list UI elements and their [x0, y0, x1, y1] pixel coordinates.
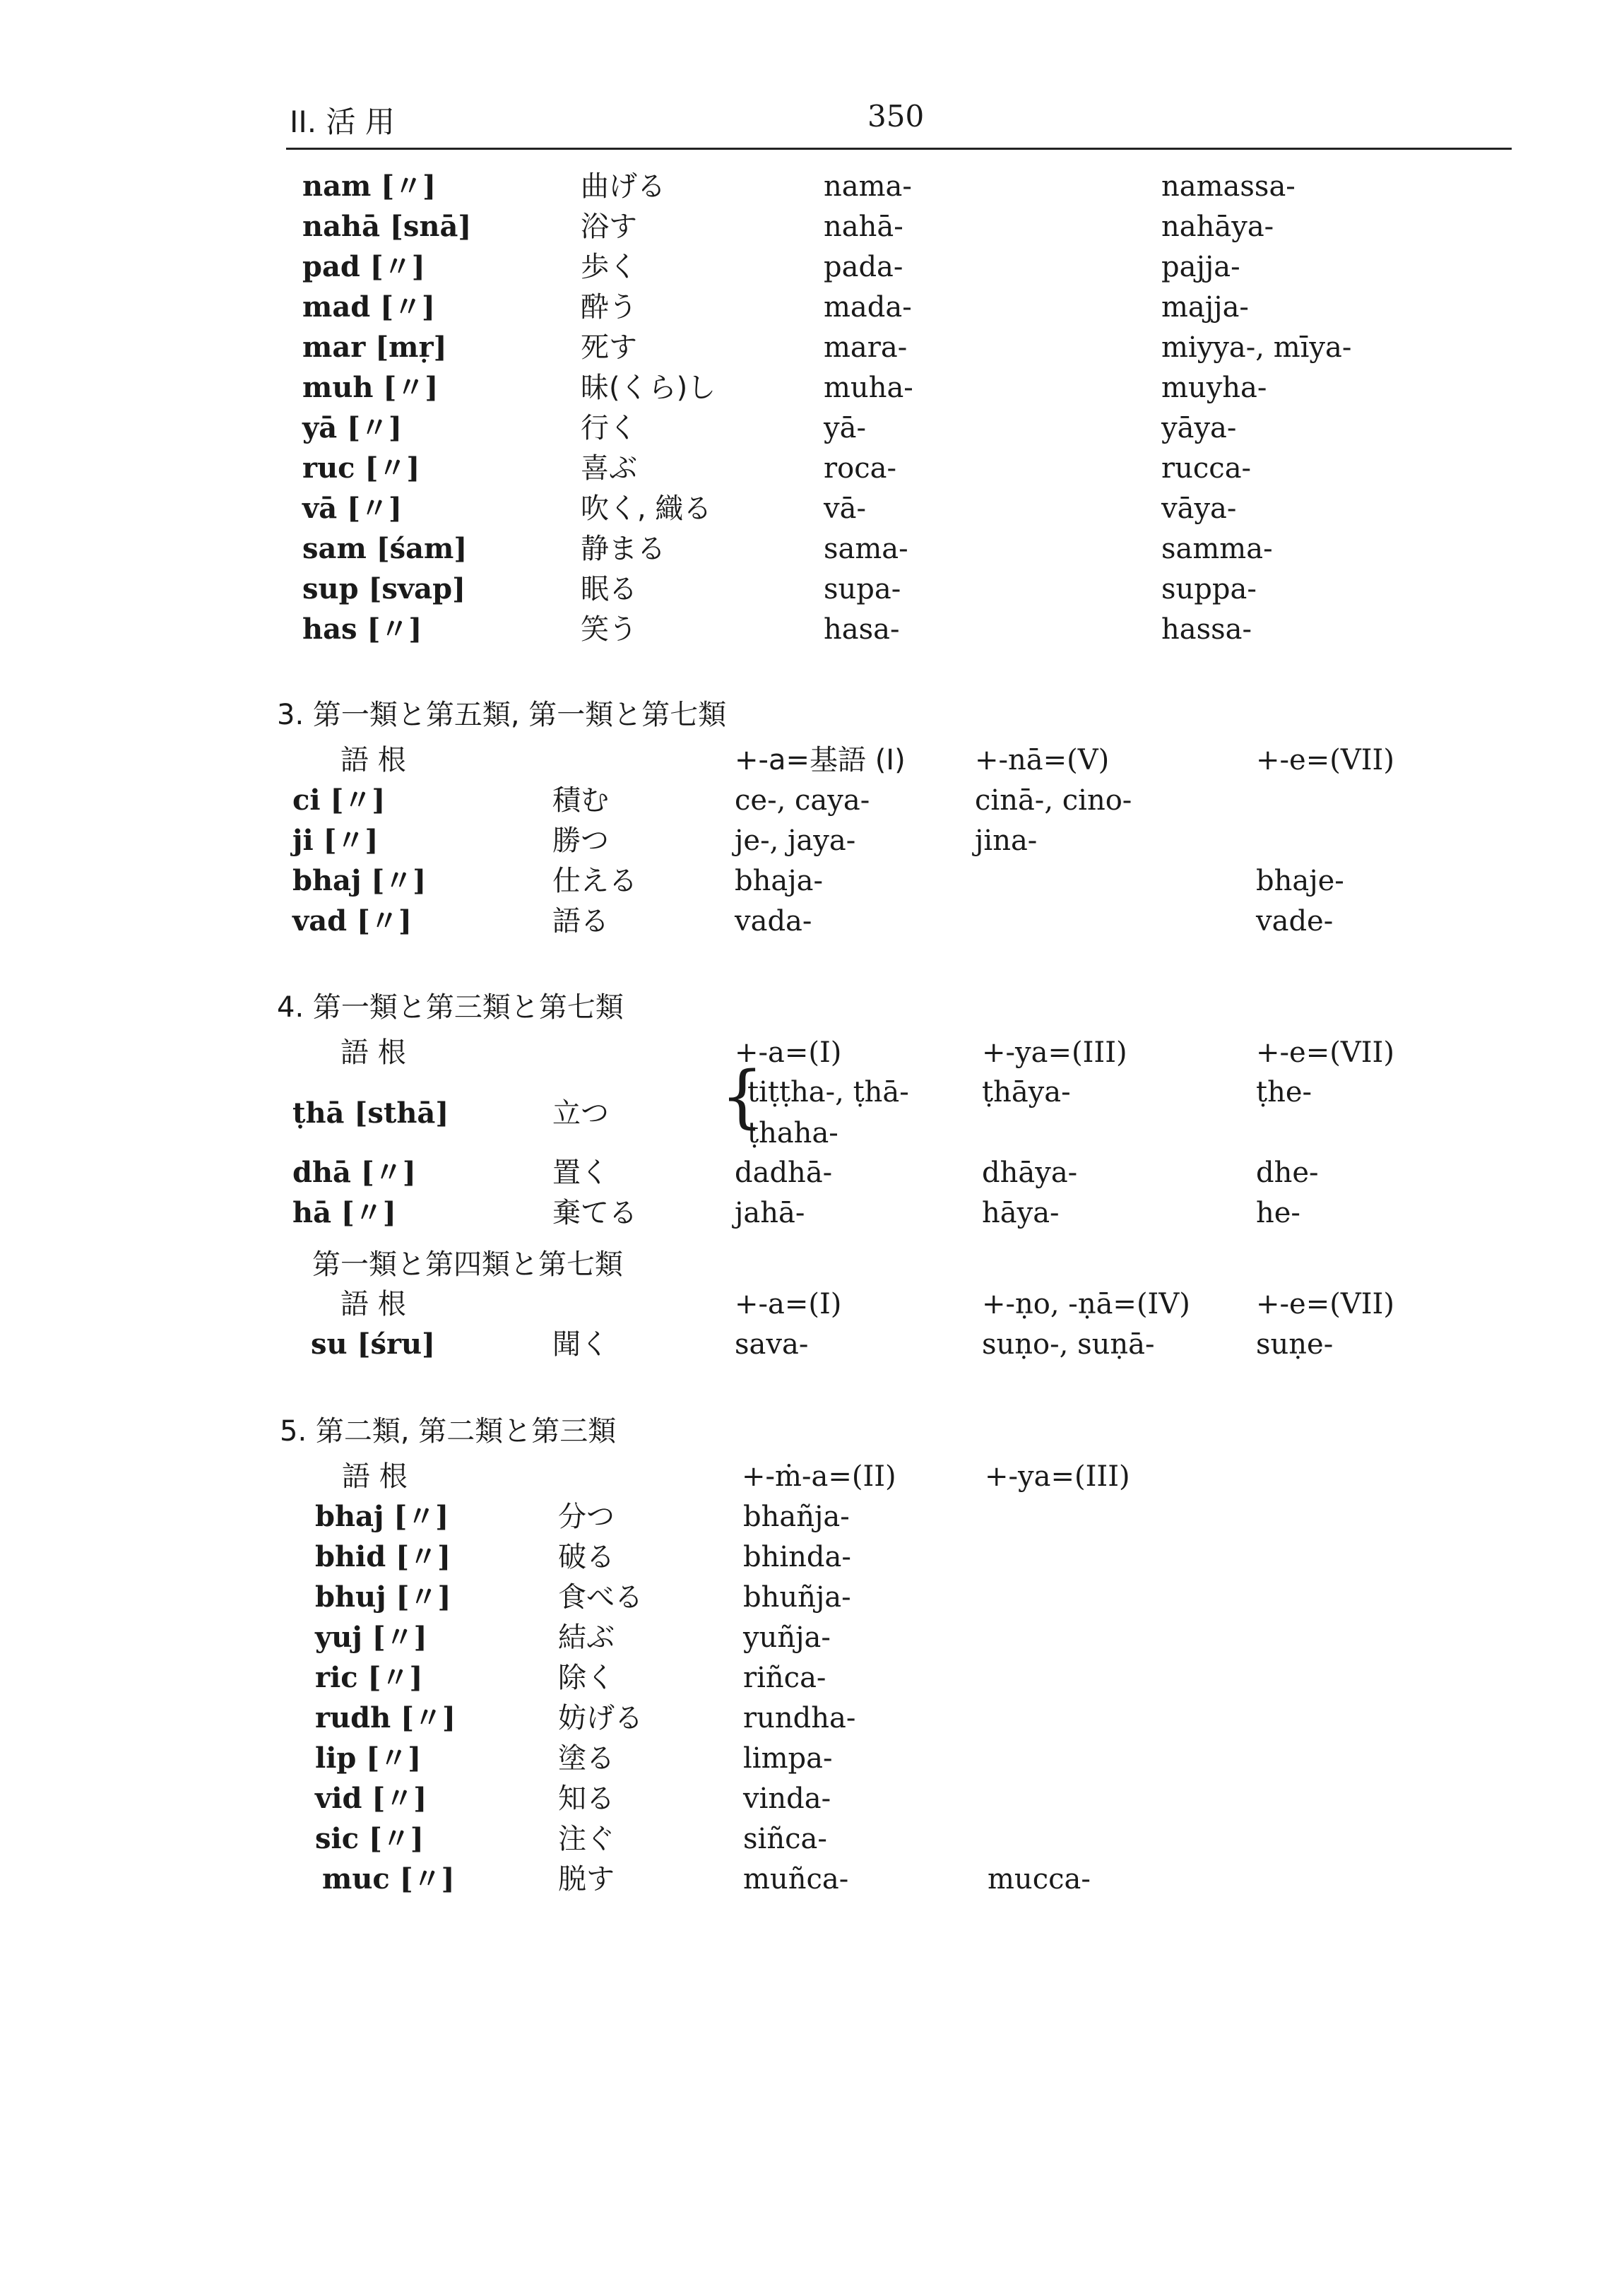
- form: siñca-: [743, 1823, 827, 1855]
- form-a: roca-: [824, 452, 896, 485]
- column-header: +-e=(VII): [1256, 1036, 1394, 1069]
- meaning: 喜ぶ: [581, 452, 637, 485]
- form-b: hassa-: [1161, 613, 1252, 646]
- form: mucca-: [988, 1863, 1091, 1896]
- root-word: sic [〃]: [315, 1822, 424, 1855]
- meaning: 仕える: [552, 865, 637, 897]
- form: vada-: [735, 905, 812, 938]
- root-word: ric [〃]: [315, 1661, 423, 1694]
- root-word: muc [〃]: [322, 1862, 455, 1896]
- form: dhāya-: [982, 1157, 1078, 1189]
- meaning: 注ぐ: [558, 1823, 615, 1855]
- root-word: vid [〃]: [315, 1782, 427, 1815]
- form-a: mara-: [824, 331, 908, 364]
- root-word: ruc [〃]: [302, 451, 420, 485]
- column-header: +-e=(VII): [1256, 1288, 1394, 1320]
- root-word: sup [svap]: [302, 572, 466, 605]
- form: hāya-: [982, 1197, 1060, 1229]
- form-b: yāya-: [1161, 412, 1237, 444]
- column-header-root: 語 根: [342, 1460, 408, 1493]
- form: ṭhe-: [1256, 1076, 1312, 1108]
- meaning: 知る: [558, 1782, 615, 1815]
- column-header: +-a=(I): [735, 1288, 842, 1320]
- root-word: yā [〃]: [302, 411, 402, 444]
- form-b: muyha-: [1161, 372, 1267, 404]
- root-word: muh [〃]: [302, 371, 439, 404]
- root-word: sam [śam]: [302, 532, 468, 565]
- meaning: 歩く: [581, 251, 637, 283]
- column-header: +-nā=(V): [975, 744, 1110, 776]
- meaning: 聞く: [552, 1328, 609, 1361]
- root-word: ci [〃]: [292, 784, 386, 817]
- form: bhuñja-: [743, 1581, 851, 1614]
- root-word: nahā [snā]: [302, 210, 472, 243]
- form-b: nahāya-: [1161, 211, 1274, 243]
- meaning: 脱す: [558, 1863, 615, 1896]
- column-header: +-ṁ-a=(II): [742, 1460, 896, 1493]
- meaning: 曲げる: [581, 170, 665, 203]
- form-b: suppa-: [1161, 573, 1257, 605]
- form: ce-, caya-: [735, 784, 870, 817]
- form: limpa-: [743, 1742, 833, 1775]
- meaning: 吹く, 織る: [581, 492, 712, 525]
- meaning: 立つ: [552, 1097, 609, 1130]
- column-header: +-ya=(III): [982, 1036, 1127, 1069]
- form-a: pada-: [824, 251, 903, 283]
- meaning: 行く: [581, 412, 637, 444]
- column-header: +-a=基語 (I): [735, 744, 906, 776]
- form: jina-: [975, 824, 1038, 857]
- brace-bracket: {: [721, 1057, 764, 1136]
- root-word: vā [〃]: [302, 492, 402, 525]
- form-a: supa-: [824, 573, 901, 605]
- meaning: 死す: [581, 331, 637, 364]
- form: jahā-: [735, 1197, 805, 1229]
- subsection-title: 第一類と第四類と第七類: [312, 1248, 623, 1281]
- column-header: +-ṇo, -ṇā=(IV): [982, 1288, 1190, 1320]
- column-header-root: 語 根: [340, 744, 406, 776]
- meaning: 破る: [558, 1541, 615, 1573]
- form-a: muha-: [824, 372, 913, 404]
- root-word: hā [〃]: [292, 1196, 396, 1229]
- form: muñca-: [743, 1863, 849, 1896]
- form: he-: [1256, 1197, 1300, 1229]
- form-a: yā-: [824, 412, 866, 444]
- form: cinā-, cino-: [975, 784, 1132, 817]
- root-word: yuj [〃]: [315, 1621, 427, 1654]
- form-b: miyya-, mīya-: [1161, 331, 1352, 364]
- meaning: 食べる: [558, 1581, 643, 1614]
- root-word: vad [〃]: [292, 904, 412, 938]
- root-word: bhuj [〃]: [315, 1580, 451, 1614]
- form: ṭhāya-: [982, 1076, 1071, 1108]
- form-b: samma-: [1161, 533, 1273, 565]
- form: sava-: [735, 1328, 809, 1361]
- meaning: 分つ: [558, 1501, 615, 1533]
- meaning: 昧(くら)し: [581, 372, 716, 404]
- form: bhinda-: [743, 1541, 851, 1573]
- root-word: lip [〃]: [315, 1742, 422, 1775]
- form-b: rucca-: [1161, 452, 1252, 485]
- meaning: 勝つ: [552, 824, 609, 857]
- column-header: +-ya=(III): [985, 1460, 1130, 1493]
- form-b: majja-: [1161, 291, 1249, 324]
- form: vade-: [1256, 905, 1334, 938]
- form: riñca-: [743, 1662, 826, 1694]
- form: rundha-: [743, 1702, 856, 1734]
- root-word: bhaj [〃]: [292, 864, 427, 897]
- form: yuñja-: [743, 1621, 831, 1654]
- meaning: 棄てる: [552, 1197, 637, 1229]
- form: bhañja-: [743, 1501, 850, 1533]
- form: suṇe-: [1256, 1328, 1334, 1361]
- root-word: nam [〃]: [302, 170, 437, 203]
- column-header-root: 語 根: [340, 1036, 406, 1069]
- meaning: 妨げる: [558, 1702, 643, 1734]
- meaning: 静まる: [581, 533, 665, 565]
- meaning: 眠る: [581, 573, 637, 605]
- form: dadhā-: [735, 1157, 833, 1189]
- root-word: ji [〃]: [292, 824, 379, 857]
- form: vinda-: [743, 1782, 831, 1815]
- column-header: +-a=(I): [735, 1036, 842, 1069]
- form-b: pajja-: [1161, 251, 1240, 283]
- root-word: mar [mṛ]: [302, 331, 447, 364]
- meaning: 語る: [552, 905, 609, 938]
- form-a: sama-: [824, 533, 908, 565]
- root-word: bhaj [〃]: [315, 1500, 449, 1533]
- section4-title: 4. 第一類と第三類と第七類: [277, 991, 624, 1024]
- meaning: 笑う: [581, 613, 637, 646]
- section3-title: 3. 第一類と第五類, 第一類と第七類: [277, 699, 727, 731]
- meaning: 結ぶ: [558, 1621, 615, 1654]
- running-header-section: II. 活 用: [290, 105, 395, 139]
- form-a: hasa-: [824, 613, 900, 646]
- root-word: has [〃]: [302, 613, 422, 646]
- meaning: 浴す: [581, 211, 637, 243]
- meaning: 塗る: [558, 1742, 615, 1775]
- root-word: bhid [〃]: [315, 1540, 451, 1573]
- root-word: ṭhā [sthā]: [292, 1096, 449, 1130]
- form: bhaje-: [1256, 865, 1344, 897]
- form: suṇo-, suṇā-: [982, 1328, 1155, 1361]
- root-word: dhā [〃]: [292, 1156, 416, 1189]
- form-a: vā-: [824, 492, 866, 525]
- form-a: nahā-: [824, 211, 903, 243]
- header-rule: [286, 148, 1512, 150]
- root-word: rudh [〃]: [315, 1701, 456, 1734]
- column-header: +-e=(VII): [1256, 744, 1394, 776]
- meaning: 除く: [558, 1662, 615, 1694]
- form-b: vāya-: [1161, 492, 1237, 525]
- meaning: 積む: [552, 784, 609, 817]
- section5-title: 5. 第二類, 第二類と第三類: [280, 1415, 617, 1448]
- form: tiṭṭha-, ṭhā-: [747, 1076, 909, 1108]
- meaning: 置く: [552, 1157, 609, 1189]
- form: dhe-: [1256, 1157, 1319, 1189]
- form-b: namassa-: [1161, 170, 1296, 203]
- form: ṭhaha-: [747, 1117, 838, 1149]
- root-word: mad [〃]: [302, 290, 435, 324]
- page-number: 350: [867, 99, 925, 134]
- form-a: nama-: [824, 170, 912, 203]
- form: je-, jaya-: [735, 824, 856, 857]
- root-word: pad [〃]: [302, 250, 425, 283]
- column-header-root: 語 根: [340, 1288, 406, 1320]
- meaning: 酔う: [581, 291, 637, 324]
- form-a: mada-: [824, 291, 912, 324]
- root-word: su [śru]: [311, 1328, 436, 1361]
- form: bhaja-: [735, 865, 823, 897]
